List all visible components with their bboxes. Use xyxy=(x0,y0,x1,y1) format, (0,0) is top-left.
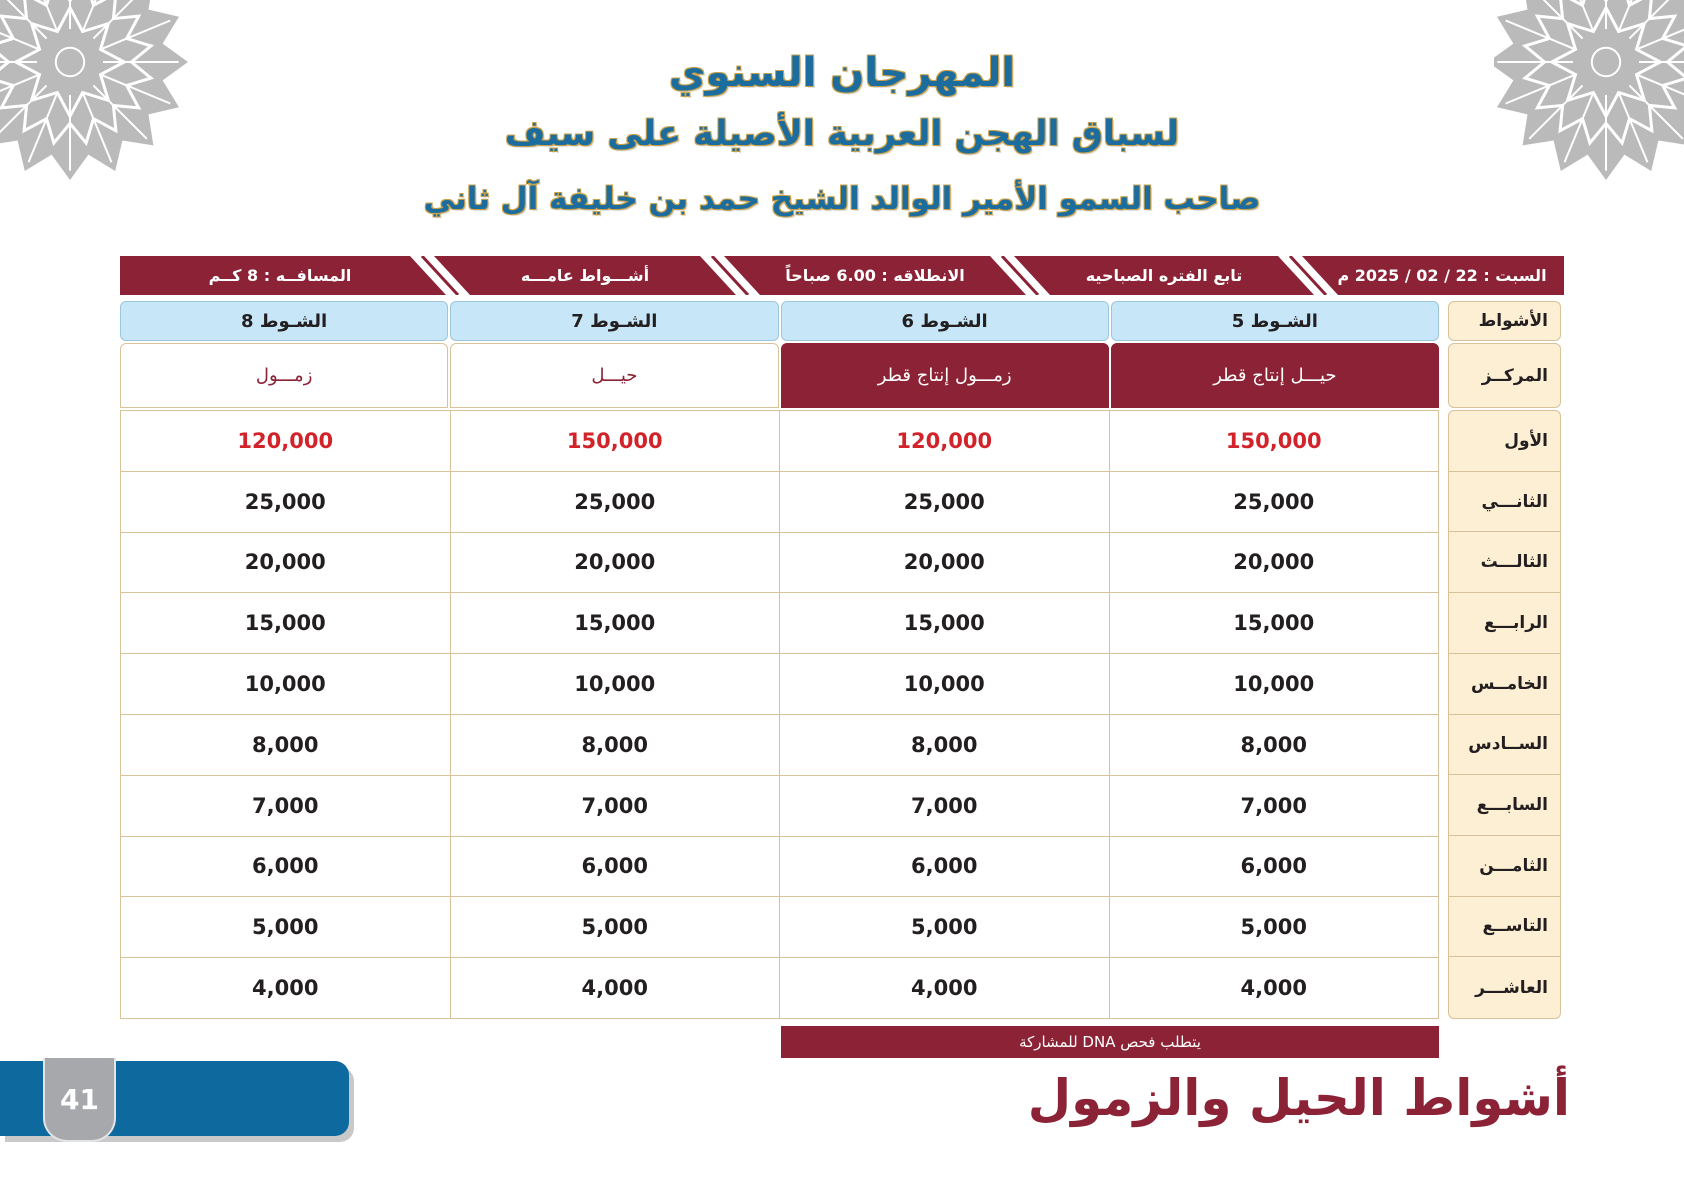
prize-cell: 10,000 xyxy=(780,654,1109,714)
place-label: الثامـــن xyxy=(1449,836,1560,897)
place-label: الأول xyxy=(1449,411,1560,472)
race-8-header: الشـوط 8 xyxy=(120,301,448,341)
prize-cell: 8,000 xyxy=(121,715,450,775)
race-7-category: حيـــل xyxy=(450,343,778,408)
prize-cell: 7,000 xyxy=(1110,776,1439,836)
prize-cell: 20,000 xyxy=(1110,533,1439,593)
category-row xyxy=(120,343,1439,408)
heading-line-sponsor: صاحب السمو الأمير الوالد الشيخ حمد بن خليفة آل ثاني xyxy=(423,181,1261,217)
place-label: السابـــع xyxy=(1449,775,1560,836)
place-label: الرابـــع xyxy=(1449,593,1560,654)
prize-cell: 25,000 xyxy=(121,472,450,532)
place-label: الثانـــي xyxy=(1449,472,1560,533)
place-label: الخامــس xyxy=(1449,654,1560,715)
session-name: تابع الفتره الصباحيه xyxy=(1085,266,1243,285)
race-7-header: الشـوط 7 xyxy=(450,301,778,341)
prize-cell: 15,000 xyxy=(1110,593,1439,653)
prize-cell: 10,000 xyxy=(121,654,450,714)
prize-cell: 4,000 xyxy=(780,958,1109,1018)
start-time: الانطلاقه : 6.00 صباحاً xyxy=(785,266,965,285)
section-title: أشواط الحيل والزمول xyxy=(1027,1069,1570,1127)
place-label: التاســع xyxy=(1449,897,1560,958)
prize-cell: 25,000 xyxy=(780,472,1109,532)
prize-cell: 8,000 xyxy=(451,715,780,775)
prize-cell: 7,000 xyxy=(780,776,1109,836)
prize-cell: 8,000 xyxy=(780,715,1109,775)
race-header-row xyxy=(120,301,1439,341)
heading-line-race: لسباق الهجن العربية الأصيلة على سيف xyxy=(504,114,1180,154)
race-5-header: الشـوط 5 xyxy=(1111,301,1439,341)
prize-cell: 4,000 xyxy=(1110,958,1439,1018)
race-date: السبت : 22 / 02 / 2025 م xyxy=(1337,266,1547,285)
race-6-category: زمـــول إنتاج قطر xyxy=(781,343,1109,408)
prize-cell: 5,000 xyxy=(121,897,450,957)
prize-cell: 15,000 xyxy=(780,593,1109,653)
prize-cell: 5,000 xyxy=(1110,897,1439,957)
prize-cell: 10,000 xyxy=(1110,654,1439,714)
prize-cell: 20,000 xyxy=(451,533,780,593)
prize-cell: 5,000 xyxy=(780,897,1109,957)
prize-cell: 150,000 xyxy=(451,411,780,471)
place-label: العاشـــر xyxy=(1475,977,1548,998)
prize-cell: 15,000 xyxy=(121,593,450,653)
prize-cell: 6,000 xyxy=(121,837,450,897)
prize-cell: 8,000 xyxy=(1110,715,1439,775)
race-8-category: زمـــول xyxy=(120,343,448,408)
prize-cell: 15,000 xyxy=(451,593,780,653)
place-row-label: المركــز xyxy=(1448,343,1561,408)
race-distance: المسافــه : 8 كــم xyxy=(208,266,352,285)
place-label: الســادس xyxy=(1449,715,1560,776)
prize-cell: 4,000 xyxy=(451,958,780,1018)
page-number: 41 xyxy=(43,1058,116,1142)
prize-cell: 5,000 xyxy=(451,897,780,957)
race-6-header: الشـوط 6 xyxy=(781,301,1109,341)
prize-cell: 20,000 xyxy=(121,533,450,593)
prize-cell: 20,000 xyxy=(780,533,1109,593)
race-info-bar xyxy=(120,256,1564,295)
prize-cell: 6,000 xyxy=(451,837,780,897)
prize-cell: 150,000 xyxy=(1110,411,1439,471)
race-5-category: حيـــل إنتاج قطر xyxy=(1111,343,1439,408)
heading-line-festival: المهرجان السنوي xyxy=(668,50,1016,96)
place-label-column xyxy=(1448,410,1561,1019)
prize-table xyxy=(120,410,1439,1019)
prize-cell: 4,000 xyxy=(121,958,450,1018)
prize-cell: 7,000 xyxy=(121,776,450,836)
prize-cell: 10,000 xyxy=(451,654,780,714)
prize-cell: 25,000 xyxy=(1110,472,1439,532)
prize-cell: 6,000 xyxy=(780,837,1109,897)
races-row-label: الأشواط xyxy=(1448,301,1561,341)
place-label: الثالـــث xyxy=(1449,532,1560,593)
prize-cell: 7,000 xyxy=(451,776,780,836)
race-type: أشـــواط عامـــه xyxy=(520,266,650,285)
prize-cell: 6,000 xyxy=(1110,837,1439,897)
dna-requirement-note: يتطلب فحص DNA للمشاركة xyxy=(781,1026,1439,1058)
prize-cell: 120,000 xyxy=(780,411,1109,471)
prize-cell: 25,000 xyxy=(451,472,780,532)
prize-cell: 120,000 xyxy=(121,411,450,471)
